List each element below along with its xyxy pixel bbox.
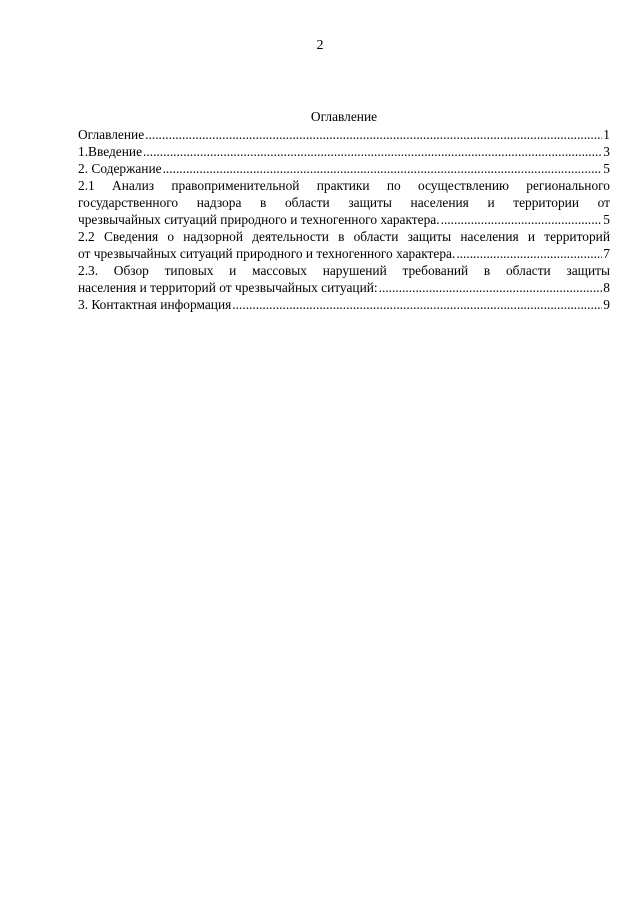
toc-entry-2-1[interactable] — [78, 177, 610, 228]
dot-leader — [163, 160, 603, 177]
toc-entry-line: 2.2 Сведения о надзорной деятельности в области защиты населения и территорий — [78, 229, 610, 244]
table-of-contents — [78, 108, 610, 313]
toc-entry-content[interactable] — [78, 160, 610, 177]
toc-entry-page: 5 — [603, 161, 610, 176]
toc-entry-label: населения и территорий от чрезвычайных ситуаций: — [78, 280, 378, 295]
toc-entry-2-2[interactable] — [78, 228, 610, 262]
toc-entry-label: 2. Содержание — [78, 161, 162, 176]
toc-entry-label: 1.Введение — [78, 144, 143, 159]
toc-entry-page: 3 — [603, 144, 610, 159]
toc-entry-contents[interactable] — [78, 126, 610, 143]
dot-leader — [143, 143, 602, 160]
dot-leader — [456, 245, 602, 262]
toc-entry-introduction[interactable] — [78, 143, 610, 160]
toc-entry-line: государственного надзора в области защиты населения и территории от — [78, 195, 610, 210]
dot-leader — [379, 279, 603, 296]
dot-leader — [145, 126, 602, 143]
toc-entry-page: 8 — [603, 280, 610, 295]
toc-entry-line: 2.1 Анализ правоприменительной практики по осуществлению регионального — [78, 178, 610, 193]
toc-title: Оглавление — [310, 109, 378, 124]
toc-entry-page: 5 — [603, 212, 610, 227]
page-number: 2 — [316, 38, 324, 53]
toc-entry-label: чрезвычайных ситуаций природного и техногенного характера. — [78, 212, 440, 227]
toc-entry-contacts[interactable] — [78, 296, 610, 313]
toc-entry-label: от чрезвычайных ситуаций природного и техногенного характера. — [78, 246, 456, 261]
dot-leader — [232, 296, 602, 313]
toc-entry-label: 3. Контактная информация — [78, 297, 232, 312]
toc-entry-page: 9 — [603, 297, 610, 312]
toc-entry-page: 7 — [603, 246, 610, 261]
dot-leader — [441, 211, 603, 228]
toc-entry-line: 2.3. Обзор типовых и массовых нарушений требований в области защиты — [78, 263, 610, 278]
toc-entry-page: 1 — [603, 127, 610, 142]
toc-entry-2-3[interactable] — [78, 262, 610, 296]
toc-entry-label: Оглавление — [78, 127, 145, 142]
